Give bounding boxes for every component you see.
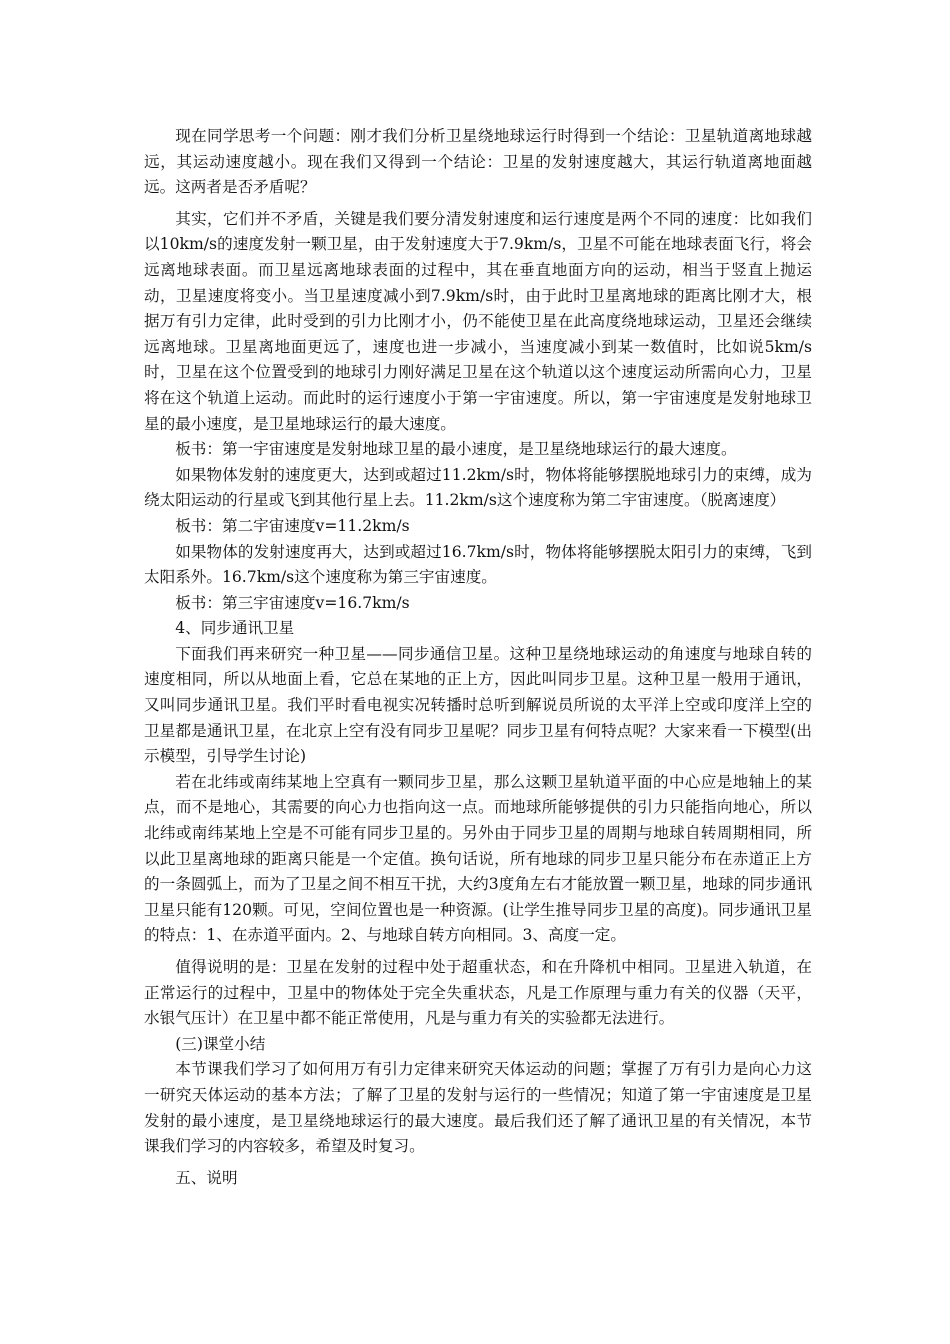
paragraph-synchronous-analysis: 若在北纬或南纬某地上空真有一颗同步卫星，那么这颗卫星轨道平面的中心应是地轴上的某点，而不是地心，其需要的向心力也指向这一点。而地球所能够提供的引力只能指向地心，所以北纬或南纬某地上空是不可能有同步卫星的。另外由于同步卫星的周期与地球自转周期相同，所以此卫星离地球的距离只能是一个定值。换句话说，所有地球的同步卫星只能分布在赤道正上方的一条圆弧上，而为了卫星之间不相互干扰，大约3度角左右才能放置一颗卫星，地球的同步通讯卫星只能有120颗。可见，空间位置也是一种资源。(让学生推导同步卫星的高度)。同步通讯卫星的特点：1、在赤道平面内。2、与地球自转方向相同。3、高度一定。 xyxy=(144,772,812,945)
heading-notes: 五、说明 xyxy=(175,1168,238,1187)
paragraph-board-first-cosmic-velocity: 板书：第一宇宙速度是发射地球卫星的最小速度，是卫星绕地球运行的最大速度。 xyxy=(175,440,737,459)
paragraph-third-cosmic-velocity: 如果物体的发射速度再大，达到或超过16.7km/s时，物体将能够摆脱太阳引力的束缚，飞到太阳系外。16.7km/s这个速度称为第三宇宙速度。 xyxy=(144,542,812,587)
heading-synchronous-satellite: 4、同步通讯卫星 xyxy=(175,619,295,638)
paragraph-summary: 本节课我们学习了如何用万有引力定律来研究天体运动的问题；掌握了万有引力是向心力这一研究天体运动的基本方法；了解了卫星的发射与运行的一些情况；知道了第一宇宙速度是卫星发射的最小速度，是卫星绕地球运行的最大速度。最后我们还了解了通讯卫星的有关情况，本节课我们学习的内容较多，希望及时复习。 xyxy=(144,1060,812,1156)
paragraph-explanation: 其实，它们并不矛盾，关键是我们要分清发射速度和运行速度是两个不同的速度：比如我们以10km/s的速度发射一颗卫星，由于发射速度大于7.9km/s，卫星不可能在地球表面飞行，将会远离地球表面。而卫星远离地球表面的过程中，其在垂直地面方向的运动，相当于竖直上抛运动，卫星速度将变小。当卫星速度减小到7.9km/s时，由于此时卫星离地球的距离比刚才大，根据万有引力定律，此时受到的引力比刚才小，仍不能使卫星在此高度绕地球运动，卫星还会继续远离地球。卫星离地面更远了，速度也进一步减小，当速度减小到某一数值时，比如说5km/s时，卫星在这个位置受到的地球引力刚好满足卫星在这个轨道以这个速度运动所需向心力，卫星将在这个轨道上运动。而此时的运行速度小于第一宇宙速度。所以，第一宇宙速度是发射地球卫星的最小速度，是卫星地球运行的最大速度。 xyxy=(144,209,812,433)
paragraph-weightlessness-note: 值得说明的是：卫星在发射的过程中处于超重状态，和在升降机中相同。卫星进入轨道，在正常运行的过程中，卫星中的物体处于完全失重状态，凡是工作原理与重力有关的仪器（天平，水银气压计）在卫星中都不能正常使用，凡是与重力有关的实验都无法进行。 xyxy=(144,958,812,1028)
paragraph-synchronous-intro: 下面我们再来研究一种卫星——同步通信卫星。这种卫星绕地球运动的角速度与地球自转的速度相同，所以从地面上看，它总在某地的正上方，因此叫同步卫星。这种卫星一般用于通讯，又叫同步通讯卫星。我们平时看电视实况转播时总听到解说员所说的太平洋上空或印度洋上空的卫星都是通讯卫星，在北京上空有没有同步卫星呢？同步卫星有何特点呢？大家来看一下模型(出示模型，引导学生讨论) xyxy=(144,644,812,766)
paragraph-board-second-cosmic-velocity: 板书：第二宇宙速度v=11.2km/s xyxy=(175,516,410,535)
paragraph-question: 现在同学思考一个问题：刚才我们分析卫星绕地球运行时得到一个结论：卫星轨道离地球越远，其运动速度越小。现在我们又得到一个结论：卫星的发射速度越大，其运行轨道离地面越远。这两者是否矛盾呢？ xyxy=(144,127,812,197)
paragraph-board-third-cosmic-velocity: 板书：第三宇宙速度v=16.7km/s xyxy=(175,593,410,612)
document-body xyxy=(144,124,812,1191)
heading-class-summary: (三)课堂小结 xyxy=(175,1034,266,1053)
paragraph-second-cosmic-velocity: 如果物体发射的速度更大，达到或超过11.2km/s时，物体将能够摆脱地球引力的束缚，成为绕太阳运动的行星或飞到其他行星上去。11.2km/s这个速度称为第二宇宙速度。（脱离速度） xyxy=(144,465,812,510)
